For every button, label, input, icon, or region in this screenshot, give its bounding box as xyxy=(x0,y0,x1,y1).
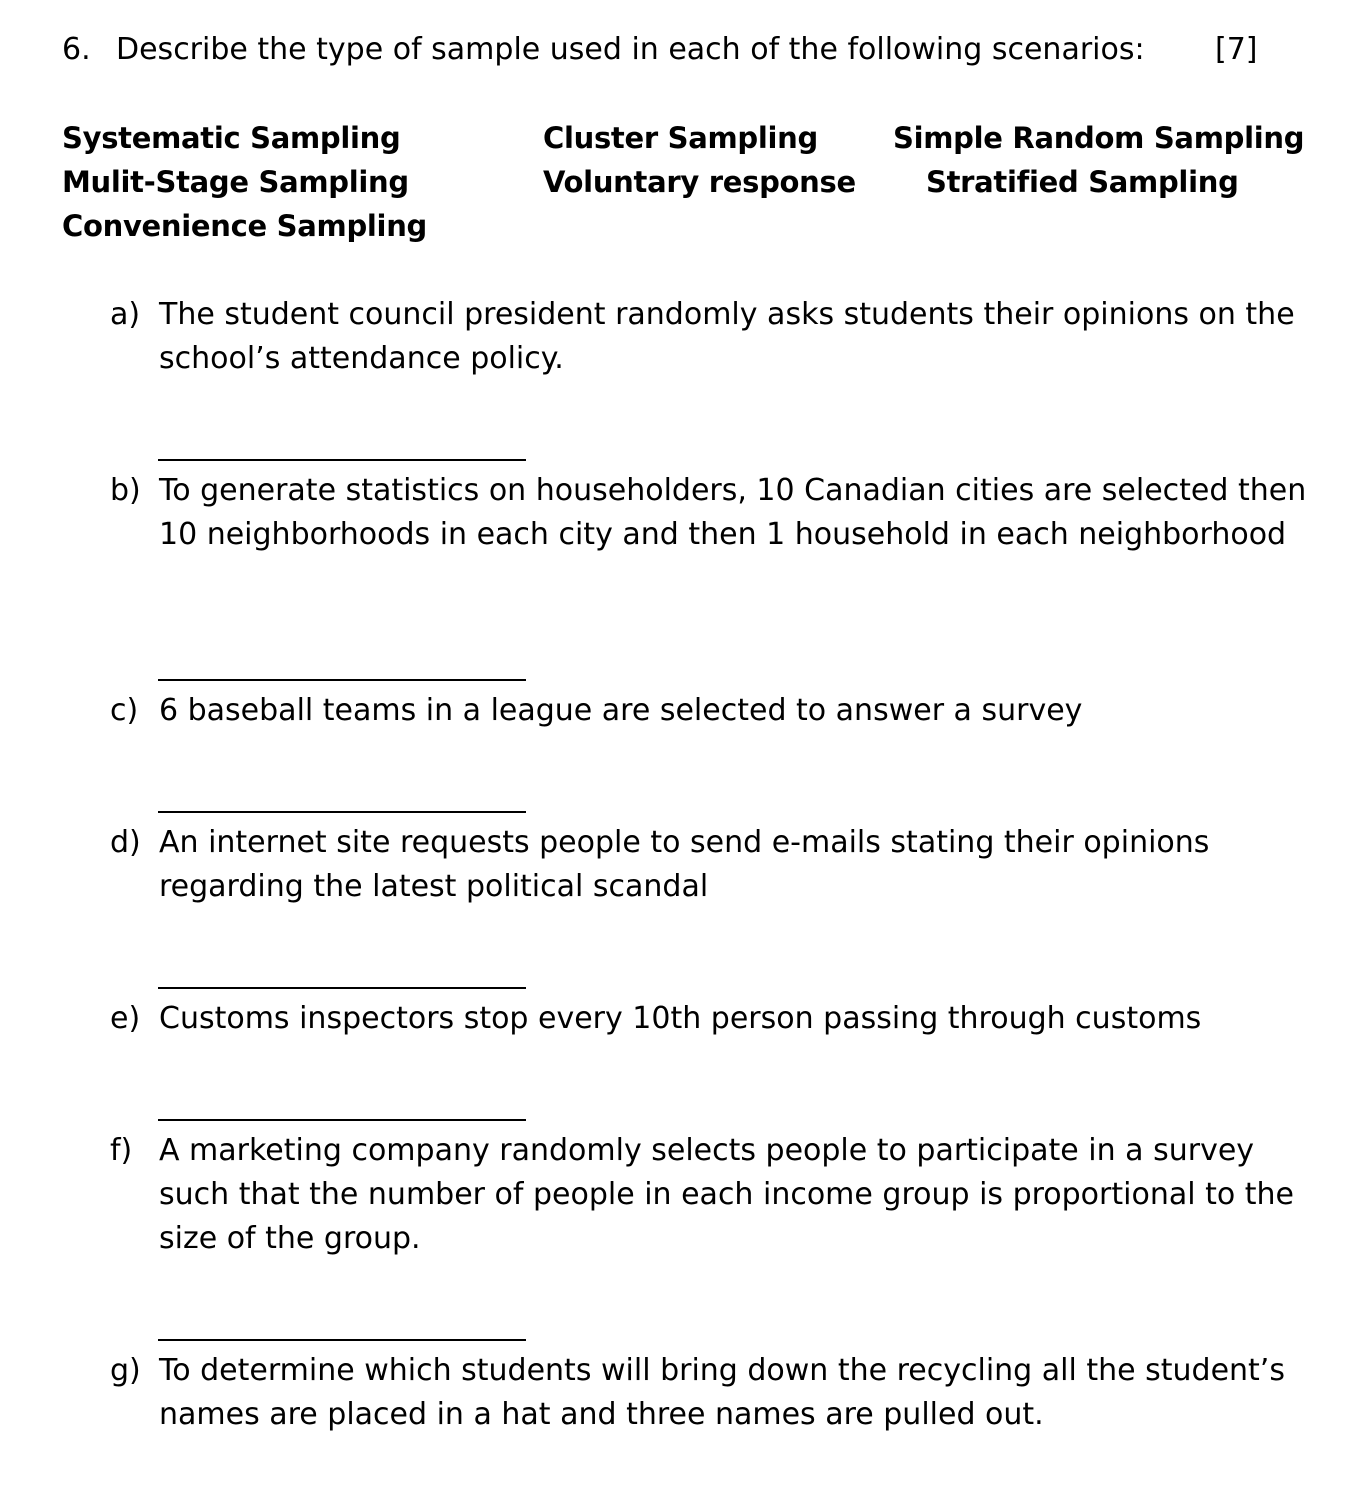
answer-line-e[interactable] xyxy=(158,1119,526,1121)
scenario-letter: b) xyxy=(110,473,141,508)
answer-line-f[interactable] xyxy=(158,1339,526,1341)
scenario-f xyxy=(110,1129,1330,1261)
scenario-b xyxy=(110,469,1330,557)
word-bank-term: Voluntary response xyxy=(543,165,856,199)
scenario-a xyxy=(110,293,1330,381)
word-bank-term: Stratified Sampling xyxy=(926,165,1239,199)
scenario-text: Customs inspectors stop every 10th person passing through customs xyxy=(159,1001,1202,1036)
word-bank-term: Convenience Sampling xyxy=(62,209,427,243)
word-bank-term: Simple Random Sampling xyxy=(893,121,1305,155)
scenario-c xyxy=(110,689,1330,733)
scenario-letter: c) xyxy=(110,693,139,728)
scenario-letter: a) xyxy=(110,297,141,332)
scenario-text: To determine which students will bring down the recycling all the student’s names are placed in a hat and three names are pulled out. xyxy=(159,1353,1285,1432)
word-bank-term: Systematic Sampling xyxy=(62,121,401,155)
scenario-d xyxy=(110,821,1330,909)
scenario-letter: d) xyxy=(110,825,141,860)
question-marks: [7] xyxy=(1215,32,1258,67)
word-bank-term: Mulit-Stage Sampling xyxy=(62,165,409,199)
answer-line-a[interactable] xyxy=(158,459,526,461)
question-prompt: Describe the type of sample used in each of the following scenarios: xyxy=(116,32,1145,67)
scenario-text: To generate statistics on householders, 10 Canadian cities are selected then 10 neighborhoods in each city and then 1 household in each neighborhood xyxy=(159,473,1307,552)
scenario-letter: g) xyxy=(110,1353,141,1388)
scenario-letter: e) xyxy=(110,1001,141,1036)
scenario-text: 6 baseball teams in a league are selected to answer a survey xyxy=(159,693,1083,728)
scenario-text: The student council president randomly asks students their opinions on the school’s attendance policy. xyxy=(159,297,1295,376)
answer-line-b[interactable] xyxy=(158,679,526,681)
answer-line-d[interactable] xyxy=(158,987,526,989)
scenario-e xyxy=(110,997,1330,1041)
word-bank-term: Cluster Sampling xyxy=(543,121,818,155)
scenario-g xyxy=(110,1349,1330,1437)
answer-line-c[interactable] xyxy=(158,811,526,813)
scenario-text: A marketing company randomly selects people to participate in a survey such that the number of people in each income group is proportional to the size of the group. xyxy=(159,1133,1294,1256)
question-number: 6. xyxy=(62,32,91,67)
scenario-text: An internet site requests people to send e-mails stating their opinions regarding the latest political scandal xyxy=(159,825,1210,904)
scenario-letter: f) xyxy=(110,1133,133,1168)
question-header xyxy=(62,30,1145,70)
